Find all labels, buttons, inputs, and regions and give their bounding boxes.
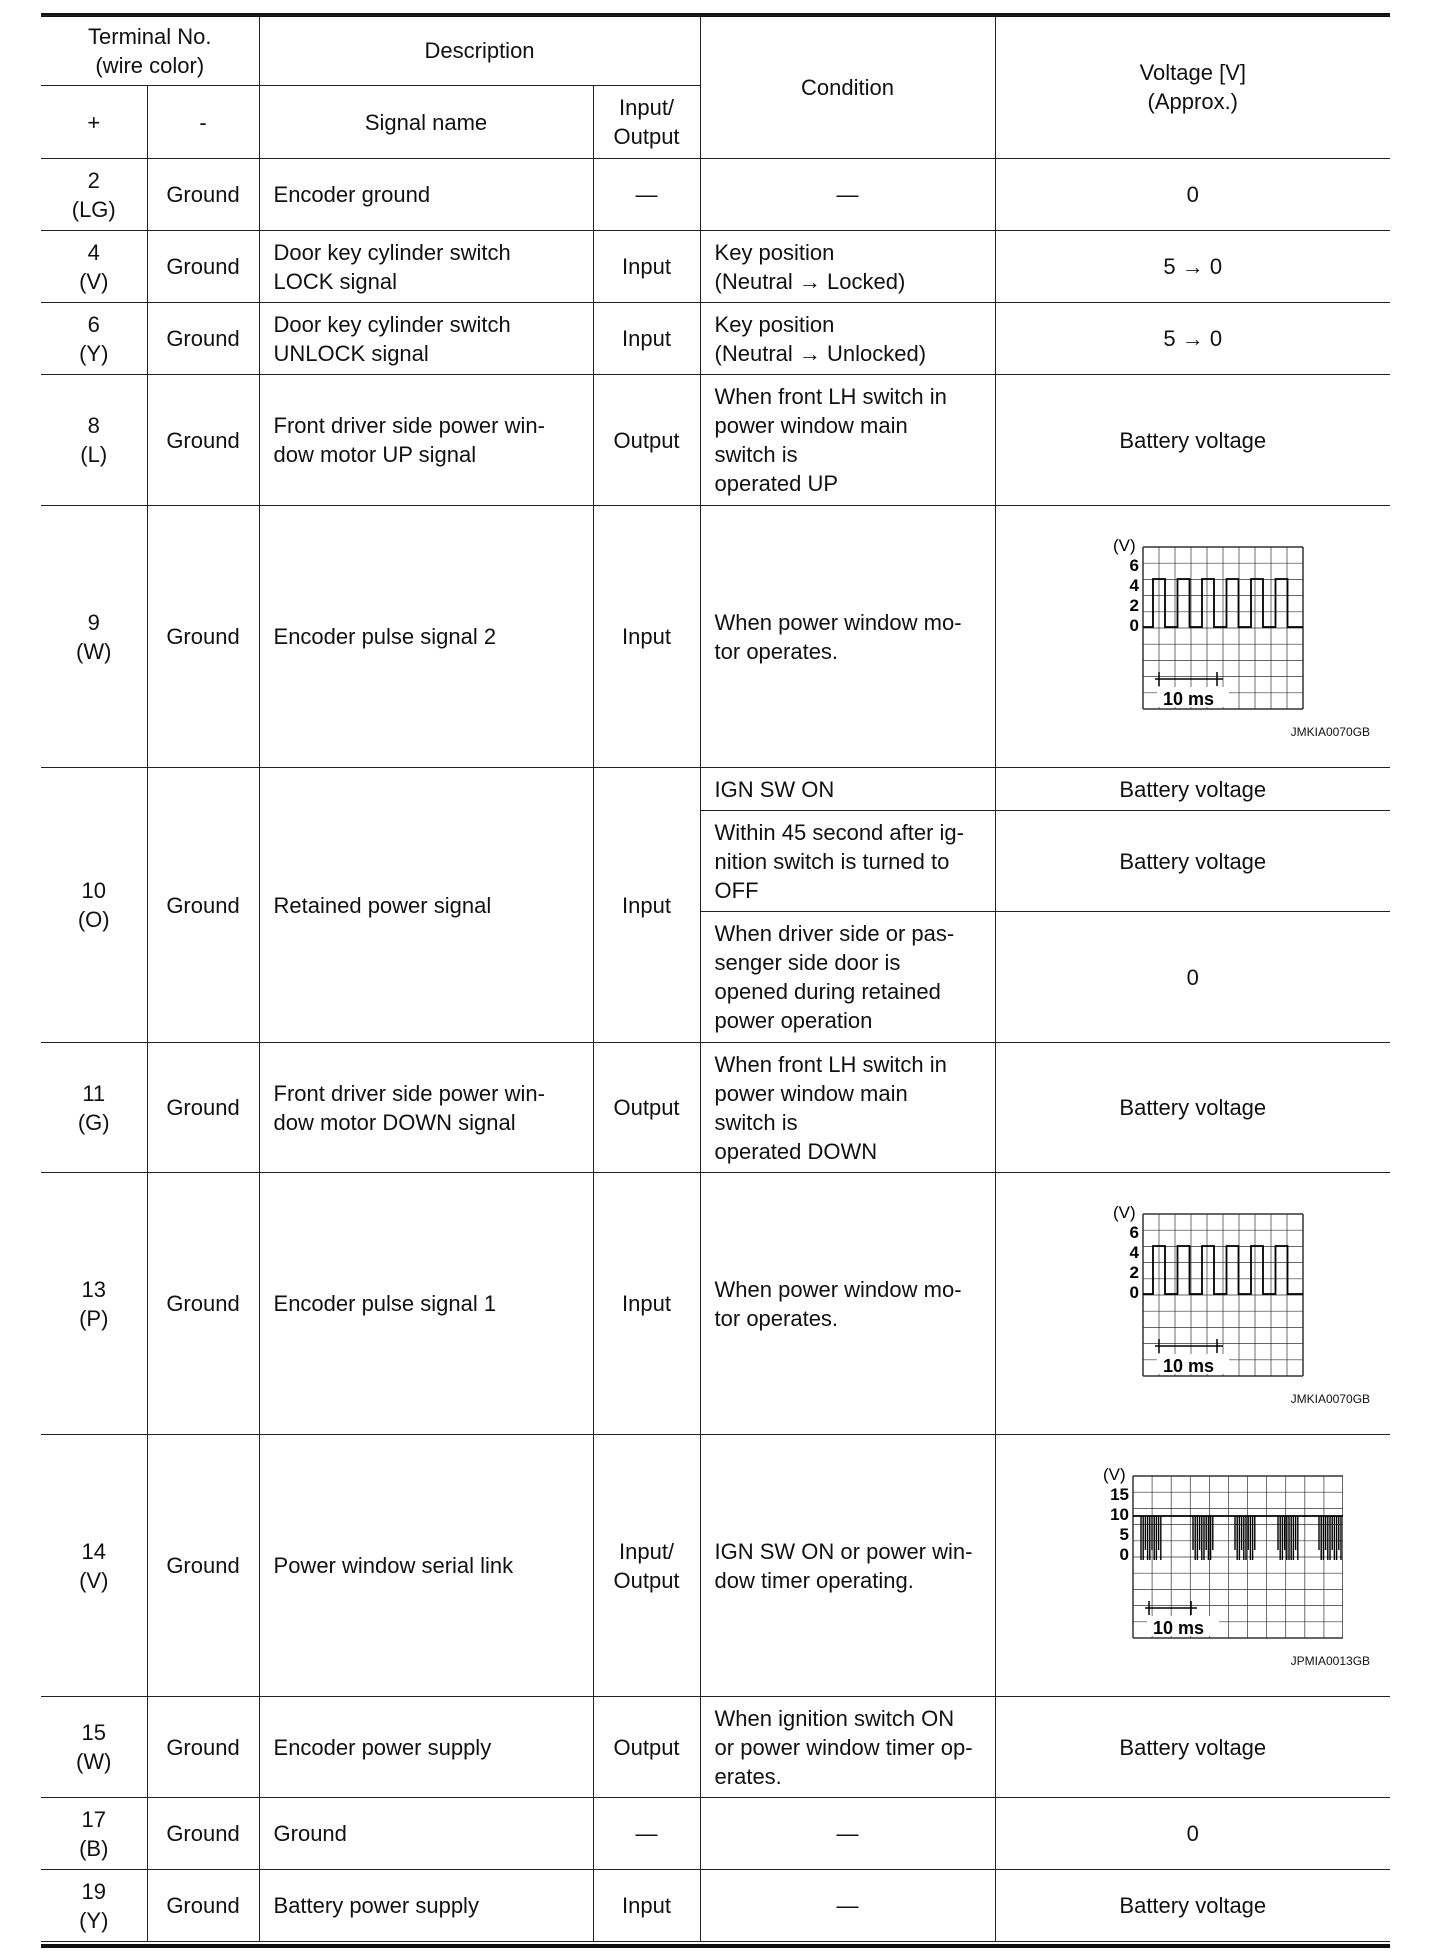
signal-name: Door key cylinder switch LOCK signal xyxy=(259,231,593,303)
input-output: Input xyxy=(593,768,700,1043)
voltage: 0 xyxy=(995,159,1390,231)
tick-label: 2 xyxy=(1129,595,1139,615)
terminal-ground: Ground xyxy=(147,1435,259,1697)
signal-name: Encoder power supply xyxy=(259,1697,593,1798)
signal-name: Encoder pulse signal 1 xyxy=(259,1173,593,1435)
condition: — xyxy=(700,1870,995,1942)
header-plus: + xyxy=(41,86,147,159)
signal-name: Retained power signal xyxy=(259,768,593,1043)
input-output: — xyxy=(593,159,700,231)
tick-label: 6 xyxy=(1129,555,1139,575)
voltage: Battery voltage xyxy=(995,811,1390,912)
terminal-table xyxy=(41,15,1390,1942)
terminal-ground: Ground xyxy=(147,159,259,231)
tick-label: 2 xyxy=(1129,1262,1139,1282)
header-voltage: Voltage [V] (Approx.) xyxy=(995,16,1390,159)
waveform-chart xyxy=(996,1202,1391,1392)
voltage xyxy=(995,1435,1390,1697)
unit-label: (V) xyxy=(1102,1464,1126,1484)
waveform-svg xyxy=(1043,535,1343,725)
input-output: Input xyxy=(593,303,700,375)
terminal-number: 17 (B) xyxy=(41,1798,147,1870)
table-row xyxy=(41,159,1390,231)
voltage: Battery voltage xyxy=(995,1697,1390,1798)
input-output: Input xyxy=(593,506,700,768)
terminal-number: 11 (G) xyxy=(41,1043,147,1173)
condition: IGN SW ON or power win- dow timer operating. xyxy=(700,1435,995,1697)
signal-name: Battery power supply xyxy=(259,1870,593,1942)
table-row xyxy=(41,231,1390,303)
condition: When power window mo- tor operates. xyxy=(700,1173,995,1435)
signal-name: Power window serial link xyxy=(259,1435,593,1697)
voltage: 5 → 0 xyxy=(995,231,1390,303)
terminal-number: 10 (O) xyxy=(41,768,147,1043)
unit-label: (V) xyxy=(1112,1202,1136,1222)
waveform-chart xyxy=(996,535,1391,725)
signal-name: Ground xyxy=(259,1798,593,1870)
voltage: Battery voltage xyxy=(995,1870,1390,1942)
input-output: Input xyxy=(593,1870,700,1942)
terminal-number: 14 (V) xyxy=(41,1435,147,1697)
header-description: Description xyxy=(259,16,700,86)
condition: Key position (Neutral → Unlocked) xyxy=(700,303,995,375)
input-output: Input/ Output xyxy=(593,1435,700,1697)
voltage: Battery voltage xyxy=(995,375,1390,506)
table-row xyxy=(41,506,1390,768)
terminal-ground: Ground xyxy=(147,1870,259,1942)
figure-code: JMKIA0070GB xyxy=(1290,1391,1371,1406)
header-signal-name: Signal name xyxy=(259,86,593,159)
waveform-svg xyxy=(1043,1464,1343,1654)
terminal-number: 4 (V) xyxy=(41,231,147,303)
tick-label: 0 xyxy=(1129,615,1139,635)
table-row xyxy=(41,1798,1390,1870)
terminal-ground: Ground xyxy=(147,375,259,506)
voltage: Battery voltage xyxy=(995,1043,1390,1173)
terminal-ground: Ground xyxy=(147,1043,259,1173)
voltage xyxy=(995,1173,1390,1435)
waveform-svg xyxy=(1043,1202,1343,1392)
waveform-chart xyxy=(996,1464,1391,1654)
unit-label: (V) xyxy=(1112,535,1136,555)
terminal-number: 2 (LG) xyxy=(41,159,147,231)
table-bottom-rule xyxy=(41,1944,1390,1948)
terminal-number: 15 (W) xyxy=(41,1697,147,1798)
voltage: 0 xyxy=(995,912,1390,1043)
table-row xyxy=(41,1435,1390,1697)
time-label: 10 ms xyxy=(1162,688,1214,709)
signal-name: Encoder ground xyxy=(259,159,593,231)
table-row xyxy=(41,1870,1390,1942)
tick-label: 0 xyxy=(1129,1282,1139,1302)
condition: — xyxy=(700,159,995,231)
header-terminal-no: Terminal No. (wire color) xyxy=(41,16,259,86)
condition: IGN SW ON xyxy=(700,768,995,811)
terminal-number: 13 (P) xyxy=(41,1173,147,1435)
time-label: 10 ms xyxy=(1162,1355,1214,1376)
terminal-ground: Ground xyxy=(147,506,259,768)
terminal-ground: Ground xyxy=(147,768,259,1043)
figure-code: JMKIA0070GB xyxy=(1290,724,1371,739)
terminal-number: 19 (Y) xyxy=(41,1870,147,1942)
condition: When front LH switch in power window main switch is operated DOWN xyxy=(700,1043,995,1173)
tick-label: 6 xyxy=(1129,1222,1139,1242)
voltage xyxy=(995,506,1390,768)
terminal-number: 6 (Y) xyxy=(41,303,147,375)
header-input-output: Input/ Output xyxy=(593,86,700,159)
input-output: Output xyxy=(593,1697,700,1798)
input-output: Output xyxy=(593,1043,700,1173)
tick-label: 4 xyxy=(1129,1242,1139,1262)
terminal-ground: Ground xyxy=(147,1697,259,1798)
terminal-ground: Ground xyxy=(147,1798,259,1870)
input-output: Output xyxy=(593,375,700,506)
condition: When power window mo- tor operates. xyxy=(700,506,995,768)
terminal-number: 9 (W) xyxy=(41,506,147,768)
table-row xyxy=(41,768,1390,811)
table-row xyxy=(41,303,1390,375)
input-output: Input xyxy=(593,1173,700,1435)
condition: Within 45 second after ig- nition switch is turned to OFF xyxy=(700,811,995,912)
signal-name: Encoder pulse signal 2 xyxy=(259,506,593,768)
input-output: — xyxy=(593,1798,700,1870)
header-condition: Condition xyxy=(700,16,995,159)
tick-label: 5 xyxy=(1119,1524,1129,1544)
voltage: 5 → 0 xyxy=(995,303,1390,375)
table-row xyxy=(41,1173,1390,1435)
table-row xyxy=(41,375,1390,506)
table-row xyxy=(41,1697,1390,1798)
signal-name: Front driver side power win- dow motor UP signal xyxy=(259,375,593,506)
terminal-ground: Ground xyxy=(147,231,259,303)
tick-label: 4 xyxy=(1129,575,1139,595)
tick-label: 0 xyxy=(1119,1544,1129,1564)
condition: When front LH switch in power window main switch is operated UP xyxy=(700,375,995,506)
table-row xyxy=(41,1043,1390,1173)
terminal-ground: Ground xyxy=(147,303,259,375)
condition: When ignition switch ON or power window timer op- erates. xyxy=(700,1697,995,1798)
condition: Key position (Neutral → Locked) xyxy=(700,231,995,303)
terminal-number: 8 (L) xyxy=(41,375,147,506)
header-minus: - xyxy=(147,86,259,159)
terminal-ground: Ground xyxy=(147,1173,259,1435)
signal-name: Front driver side power win- dow motor DOWN signal xyxy=(259,1043,593,1173)
voltage: 0 xyxy=(995,1798,1390,1870)
signal-name: Door key cylinder switch UNLOCK signal xyxy=(259,303,593,375)
figure-code: JPMIA0013GB xyxy=(1290,1653,1371,1668)
condition: When driver side or pas- senger side door is opened during retained power operation xyxy=(700,912,995,1043)
tick-label: 15 xyxy=(1109,1484,1129,1504)
voltage: Battery voltage xyxy=(995,768,1390,811)
time-label: 10 ms xyxy=(1152,1617,1204,1638)
tick-label: 10 xyxy=(1109,1504,1129,1524)
input-output: Input xyxy=(593,231,700,303)
condition: — xyxy=(700,1798,995,1870)
